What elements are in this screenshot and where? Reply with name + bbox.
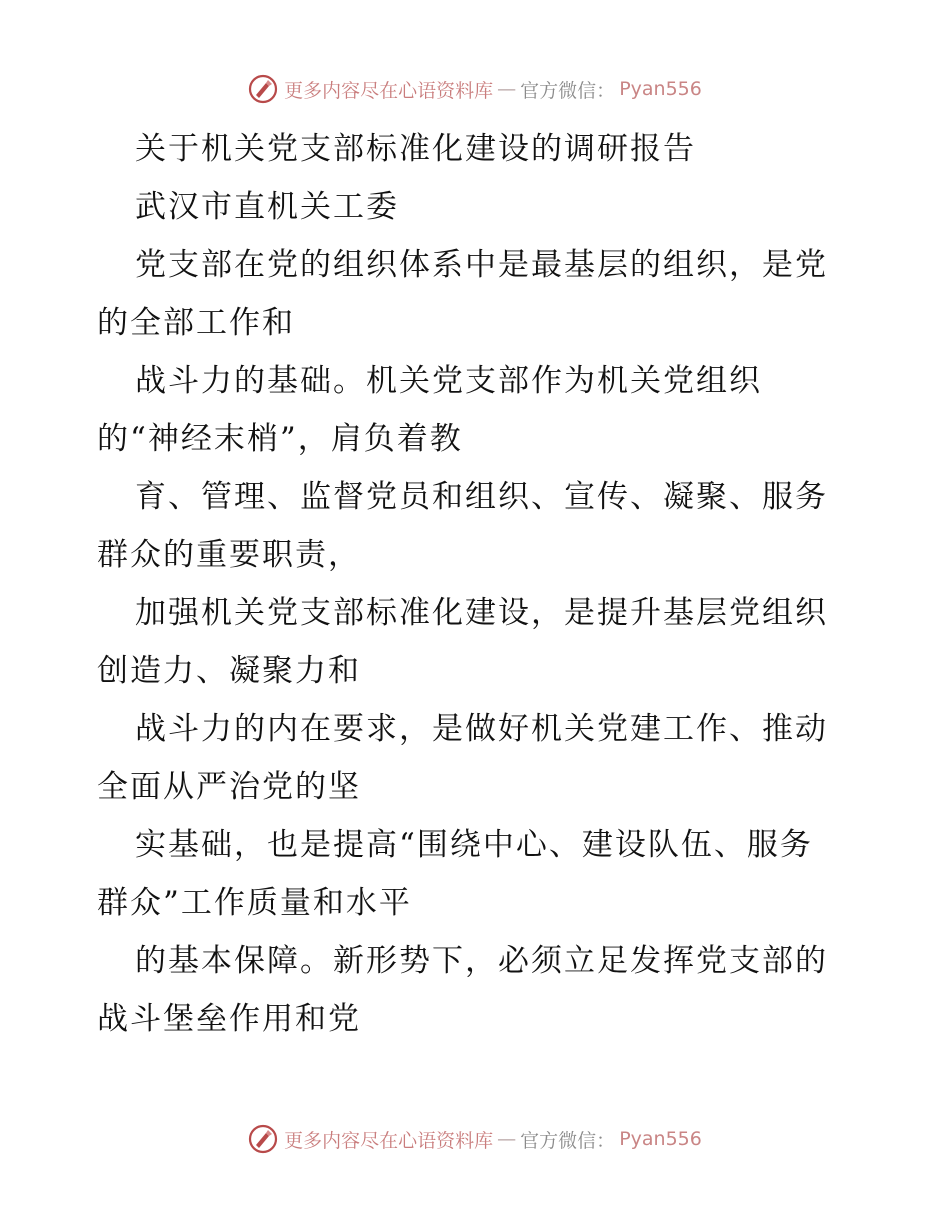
paragraph-line: 创造力、凝聚力和: [97, 653, 361, 689]
watermark-wechat-id: Pyan556: [619, 78, 702, 100]
pen-seal-icon: [248, 74, 278, 104]
paragraph-line: 的“神经末梢”，肩负着教: [97, 421, 463, 457]
document-title: 关于机关党支部标准化建设的调研报告: [135, 131, 696, 167]
paragraph-line: 的全部工作和: [97, 305, 295, 341]
paragraph-line: 实基础，也是提高“围绕中心、建设队伍、服务: [135, 827, 813, 863]
pen-seal-icon: [248, 1124, 278, 1154]
paragraph-line: 育、管理、监督党员和组织、宣传、凝聚、服务: [135, 479, 828, 515]
paragraph-line: 群众的重要职责，: [97, 537, 361, 573]
document-author: 武汉市直机关工委: [135, 189, 399, 225]
paragraph-line: 战斗堡垒作用和党: [97, 1001, 361, 1037]
paragraph-line: 加强机关党支部标准化建设，是提升基层党组织: [135, 595, 828, 631]
watermark-wechat-id: Pyan556: [619, 1128, 702, 1150]
document-body: [97, 120, 857, 1048]
paragraph-line: 全面从严治党的坚: [97, 769, 361, 805]
watermark-main-text: 更多内容尽在心语资料库: [284, 1129, 494, 1152]
header-watermark: [0, 74, 950, 104]
paragraph-line: 的基本保障。新形势下，必须立足发挥党支部的: [135, 943, 828, 979]
watermark-label: 官方微信：: [520, 79, 616, 102]
footer-watermark: [0, 1124, 950, 1154]
watermark-label: 官方微信：: [520, 1129, 616, 1152]
watermark-separator: —: [497, 78, 517, 100]
watermark-separator: —: [497, 1128, 517, 1150]
paragraph-line: 战斗力的基础。机关党支部作为机关党组织: [135, 363, 762, 399]
paragraph-line: 群众”工作质量和水平: [97, 885, 412, 921]
paragraph-line: 战斗力的内在要求，是做好机关党建工作、推动: [135, 711, 828, 747]
watermark-main-text: 更多内容尽在心语资料库: [284, 79, 494, 102]
paragraph-line: 党支部在党的组织体系中是最基层的组织，是党: [135, 247, 828, 283]
